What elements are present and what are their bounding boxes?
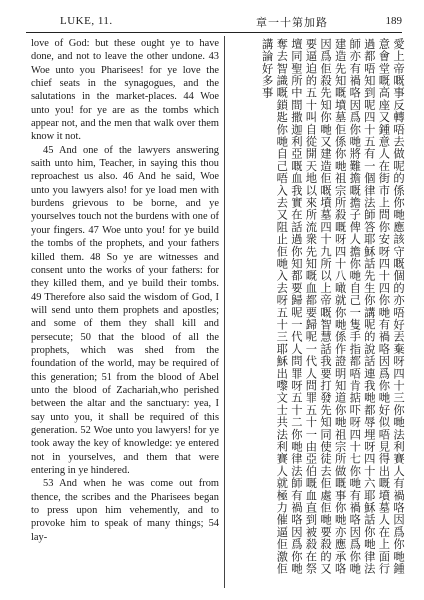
english-paragraph: 53 And when he was come out from thence, the scribes and the Pharisees began to press upon him vehemently, and to provoke him to speak of many things; 54 lay-	[31, 478, 219, 543]
page-header	[26, 13, 402, 31]
header-rule	[26, 32, 402, 33]
english-paragraph: love of God: but these ought ye to have done, and not to leave the other undone. 43 Woe unto you Pharisees! for ye love the chief seats in the synagogues, and the salutations in the market-places. 44 Woe unto you! for ye are as the tombs which appear not, and the men that walk over them know it not.	[31, 38, 219, 143]
english-column	[31, 37, 219, 587]
page-number: 189	[385, 15, 402, 27]
chinese-column	[229, 38, 405, 586]
running-head-chinese: 章一十第加路	[256, 17, 328, 29]
column-divider	[224, 36, 225, 588]
chinese-text: 愛上帝嘅事反轉唔去做呢的係你哋應該守嘅個的亦唔好丟棄呀四十三你哋法利賽人有禍咯因爲你哋鍾意會堂嘅高座又鍾意人在街市上問你安呀四十四你哋有禍咯因爲你哋好似唔見得出嘅墳墓人在上面行過都唔知到呢四十五有一個律法師答耶穌話先生你講呢的說話連我哋都辱埋呀四十六耶穌話你哋律法師亦有禍咯因爲你哋將難擔嘅擔子俾人擔你哋自己一隻手指都唔肯掂吓呀四十七你哋有禍咯因爲你哋建造先知嘅墳墓佢係你哋祖宗所殺嘅呀四十八噉就你哋係作證明知道你哋祖宗所做嘅事你哋亦應承咯因爲佢殺先知你哋又建造佢嘅墳墓四十九所以上帝嘅智慧話我要打發先知同使徒去佢處佢哋要殺的又要逼迫的五十叫自從開天地以來所流衆先知嘅血都要歸呢一代人問罪五十一由亞伯嘅血直到被殺在祭壇同聖所中間撒迦利亞嘅血我實在話過你知都要歸呢一代人問罪呀五十二你哋律法師有禍咯因爲你哋奪去智識嘅鎖匙你哋自己唔入去又阻止佢哋入去呀五十三耶穌出嚟文士共法利賽人就極力催逼佢激佢講論好多事	[260, 38, 405, 575]
running-head-english: LUKE, 11.	[60, 15, 113, 27]
english-paragraph: 45 And one of the lawyers answering saith unto him, Teacher, in saying this thou reproachest us also. 46 And he said, Woe unto you lawyers also! for ye load men with burdens grievous to be borne, and ye yourselves touch not the burdens with one of your fingers. 47 Woe unto you! for ye build the tombs of the prophets, and your fathers killed them. 48 So ye are witnesses and consent unto the works of your fathers: for they killed them, and ye build their tombs. 49 Therefore also said the wisdom of God, I will send unto them prophets and apostles; and some of them they shall kill and persecute; 50 that the blood of all the prophets, which was shed from the foundation of the world, may be required of this generation; 51 from the blood of Abel unto the blood of Zachariah,who perished between the altar and the sanctuary: yea, I say unto you, it shall be required of this generation. 52 Woe unto you lawyers! for ye took away the key of knowledge: ye entered not in yourselves, and them that were entering in ye hindered.	[31, 144, 219, 476]
